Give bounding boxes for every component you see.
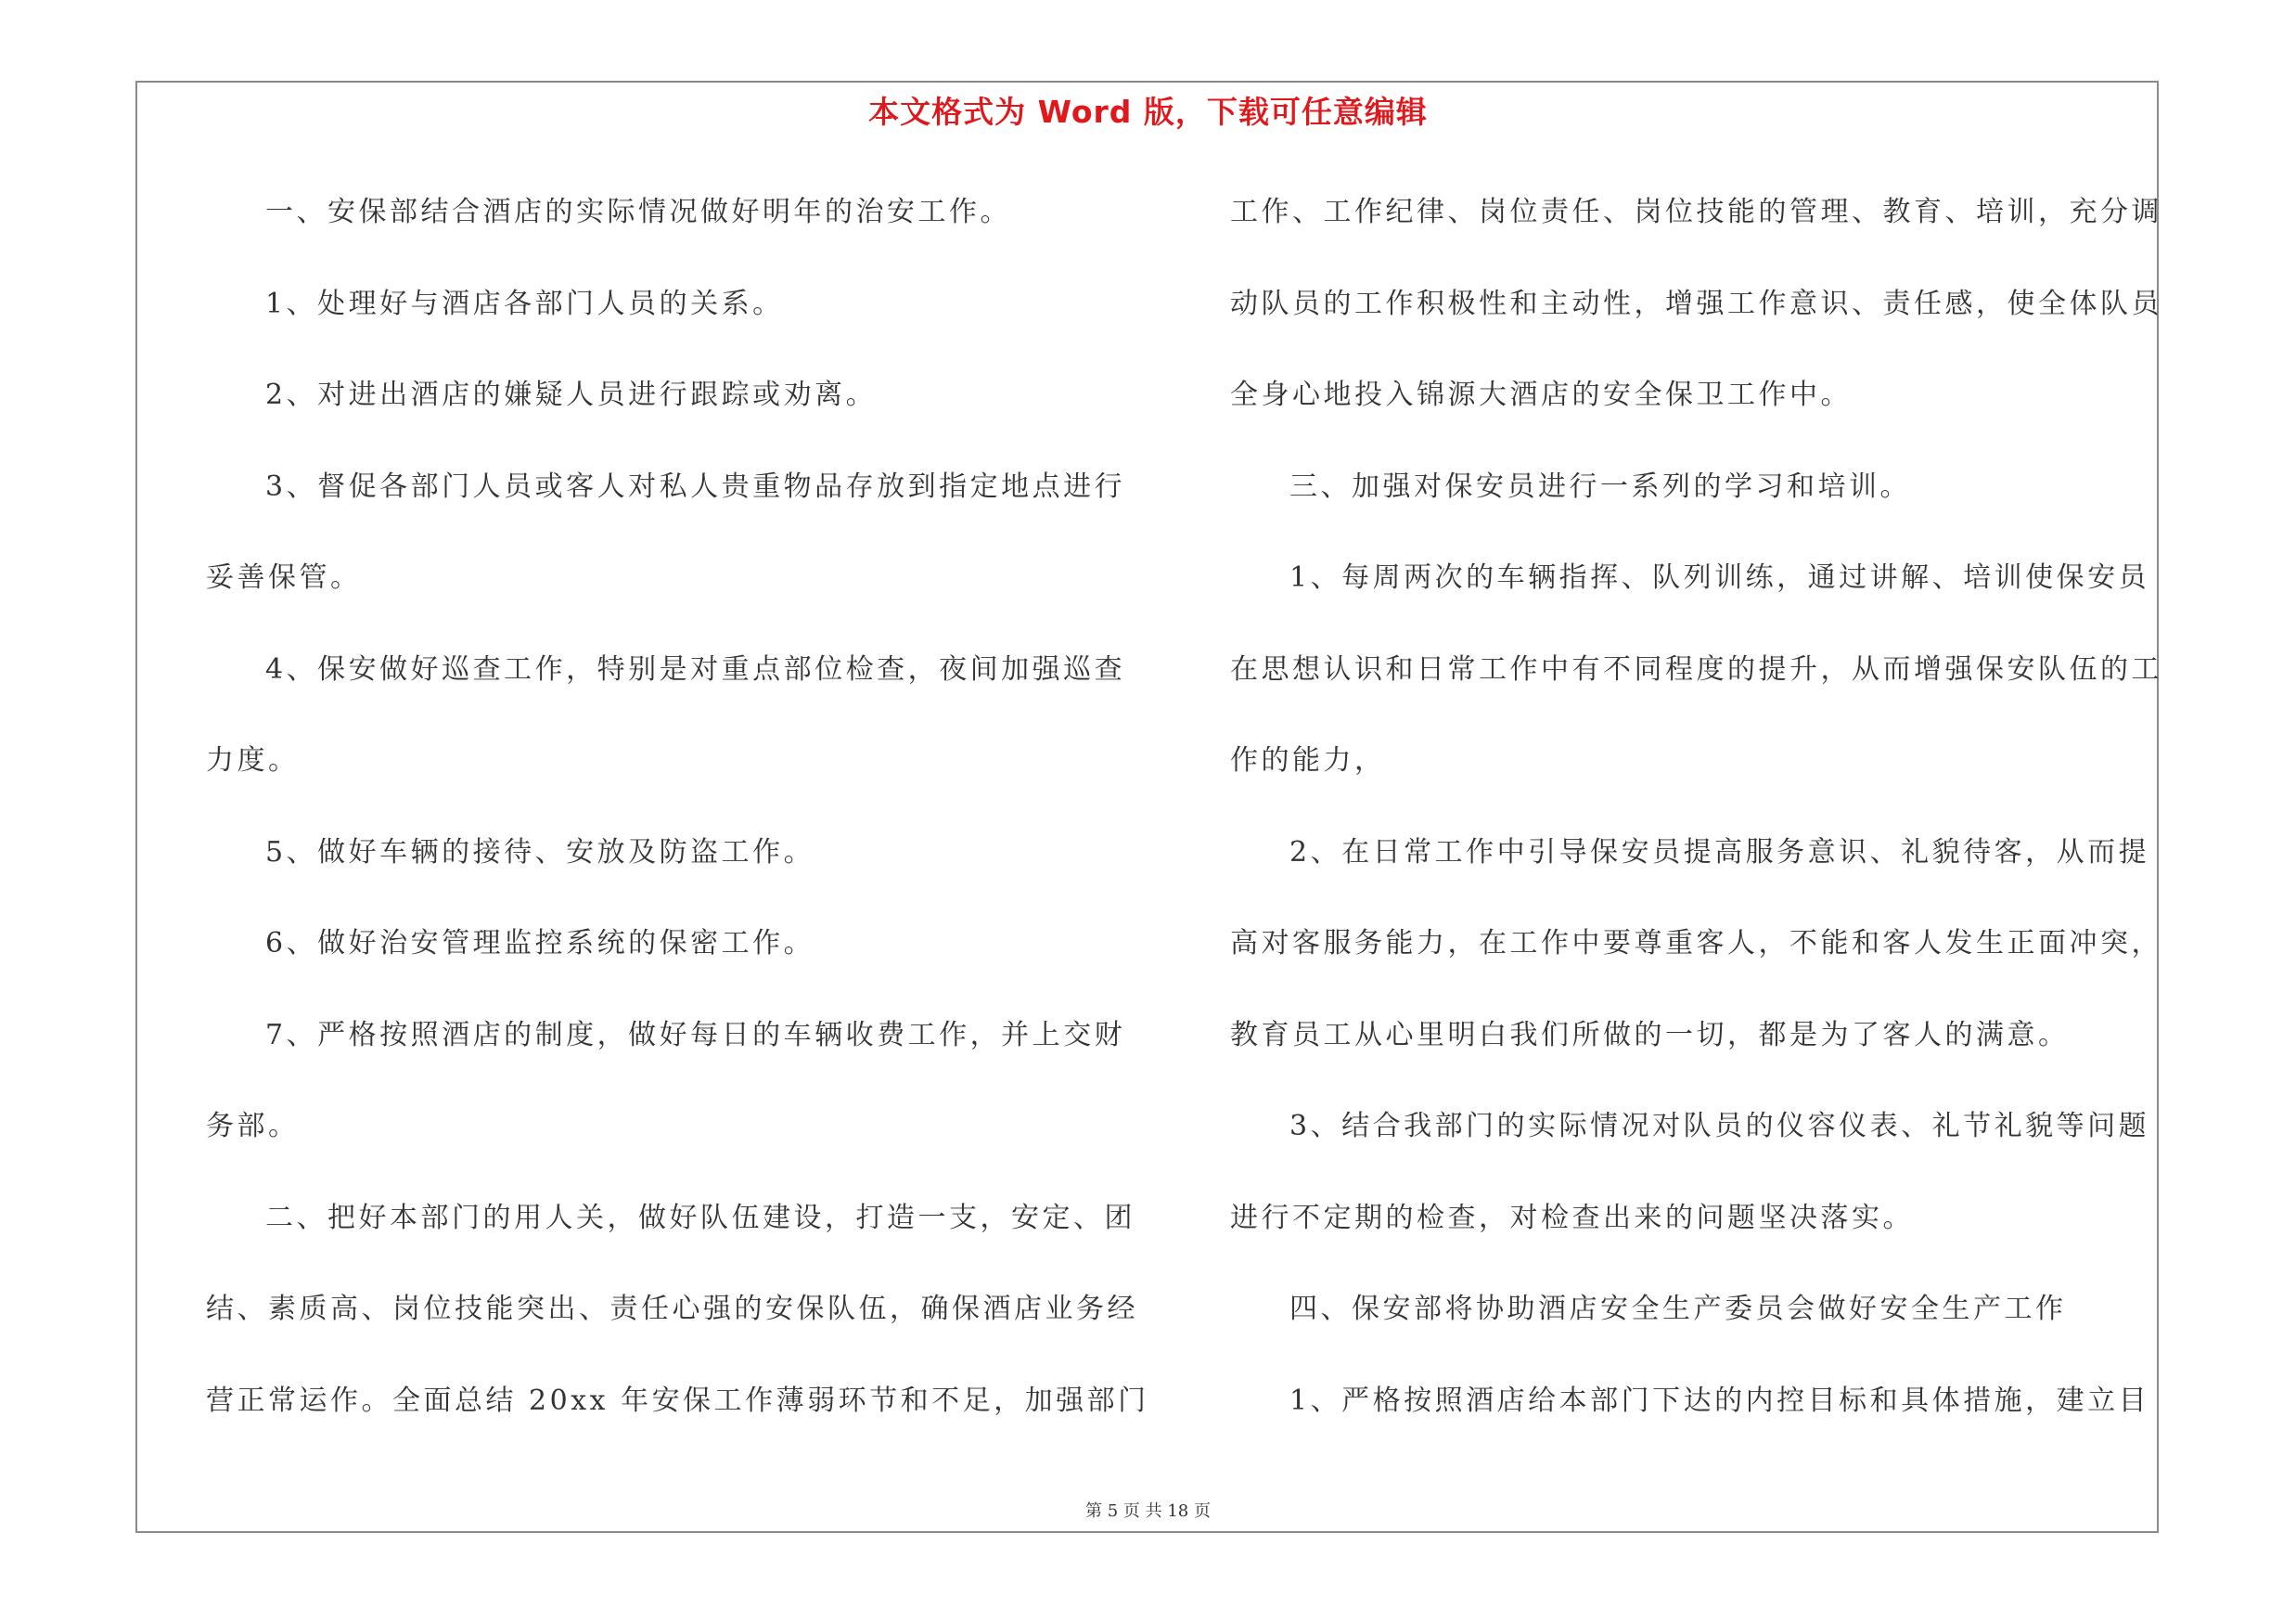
- text-line: 高对客服务能力，在工作中要尊重客人，不能和客人发生正面冲突，: [1230, 927, 2162, 960]
- page-number-footer: 第 5 页 共 18 页: [1085, 1501, 1211, 1521]
- text-line: 结、素质高、岗位技能突出、责任心强的安保队伍，确保酒店业务经: [206, 1293, 1138, 1325]
- text-line: 务部。: [206, 1110, 300, 1142]
- text-line: 四、保安部将协助酒店安全生产委员会做好安全生产工作: [1289, 1293, 2067, 1325]
- text-line: 7、严格按照酒店的制度，做好每日的车辆收费工作，并上交财: [265, 1018, 1126, 1051]
- right-text-column: [1230, 167, 2162, 1447]
- text-line: 工作、工作纪律、岗位责任、岗位技能的管理、教育、培训，充分调: [1230, 196, 2162, 228]
- text-line: 6、做好治安管理监控系统的保密工作。: [265, 927, 815, 960]
- text-line: 4、保安做好巡查工作，特别是对重点部位检查，夜间加强巡查: [265, 652, 1126, 686]
- text-line: 力度。: [206, 744, 300, 777]
- left-text-column: [206, 167, 1149, 1447]
- text-line: 动队员的工作积极性和主动性，增强工作意识、责任感，使全体队员: [1230, 287, 2162, 320]
- text-line: 1、处理好与酒店各部门人员的关系。: [265, 287, 784, 320]
- text-line: 在思想认识和日常工作中有不同程度的提升，从而增强保安队伍的工: [1230, 652, 2162, 686]
- text-line: 作的能力，: [1230, 744, 1386, 777]
- text-line: 全身心地投入锦源大酒店的安全保卫工作中。: [1230, 379, 1852, 411]
- text-line: 2、在日常工作中引导保安员提高服务意识、礼貌待客，从而提: [1289, 835, 2150, 869]
- text-line: 1、严格按照酒店给本部门下达的内控目标和具体措施，建立目: [1289, 1384, 2150, 1417]
- text-line: 教育员工从心里明白我们所做的一切，都是为了客人的满意。: [1230, 1018, 2070, 1051]
- document-header-title: 本文格式为 Word 版，下载可任意编辑: [868, 94, 1428, 130]
- text-line: 进行不定期的检查，对检查出来的问题坚决落实。: [1230, 1201, 1914, 1234]
- text-line: 1、每周两次的车辆指挥、队列训练，通过讲解、培训使保安员: [1289, 561, 2150, 594]
- text-line: 3、督促各部门人员或客人对私人贵重物品存放到指定地点进行: [265, 470, 1126, 503]
- text-line: 二、把好本部门的用人关，做好队伍建设，打造一支，安定、团: [265, 1201, 1135, 1234]
- text-line: 三、加强对保安员进行一系列的学习和培训。: [1289, 470, 1911, 503]
- text-line: 营正常运作。全面总结 20xx 年安保工作薄弱环节和不足，加强部门: [206, 1384, 1149, 1417]
- text-line: 5、做好车辆的接待、安放及防盗工作。: [265, 835, 815, 869]
- text-line: 一、安保部结合酒店的实际情况做好明年的治安工作。: [265, 196, 1011, 228]
- text-line: 2、对进出酒店的嫌疑人员进行跟踪或劝离。: [265, 379, 878, 411]
- text-line: 3、结合我部门的实际情况对队员的仪容仪表、礼节礼貌等问题: [1289, 1110, 2150, 1142]
- text-line: 妥善保管。: [206, 561, 362, 594]
